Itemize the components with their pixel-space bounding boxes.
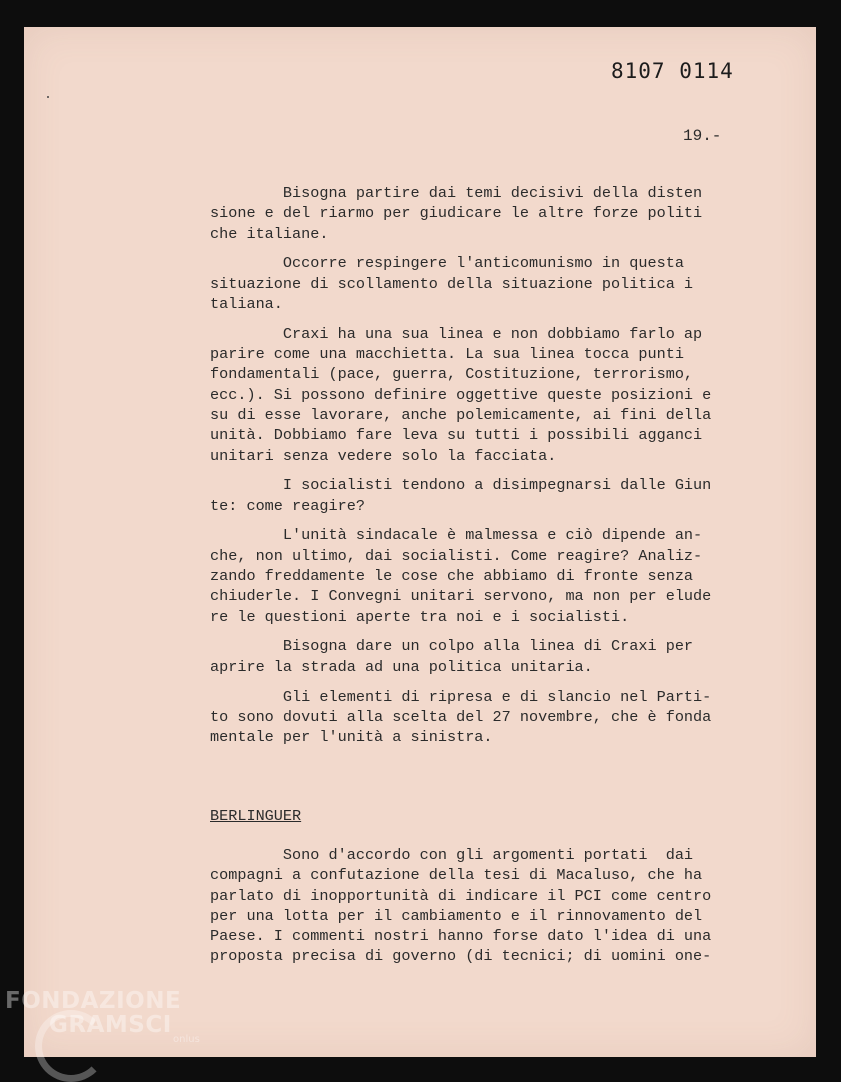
paragraph (210, 253, 755, 314)
text-line: L'unità sindacale è malmessa e ciò dipende an- (210, 526, 703, 545)
text-line: Sono d'accordo con gli argomenti portati dai (210, 846, 694, 864)
text-line: unitari senza vedere solo la facciata. (210, 446, 557, 465)
paper-speck (47, 96, 49, 98)
text-line: parlato di inopportunità di indicare il PCI come centro (210, 886, 712, 905)
text-line: te: come reagire? (210, 496, 365, 515)
text-line: per una lotta per il cambiamento e il rinnovamento del (210, 906, 703, 925)
watermark-line1: FONDAZIONE (5, 988, 182, 1014)
text-line: zando freddamente le cose che abbiamo di fronte senza (210, 567, 694, 586)
text-line: taliana. (210, 294, 283, 313)
text-line: che italiane. (210, 224, 329, 243)
text-line: chiuderle. I Convegni unitari servono, ma non per elude (210, 587, 712, 606)
body-text (210, 183, 755, 757)
watermark-line3: onlus (173, 1034, 200, 1045)
speaker-text (210, 845, 755, 967)
text-line: che, non ultimo, dai socialisti. Come reagire? Analiz- (210, 546, 703, 565)
text-line: re le questioni aperte tra noi e i socialisti. (210, 607, 630, 626)
text-line: I socialisti tendono a disimpegnarsi dalle Giun (210, 476, 712, 495)
text-line: Craxi ha una sua linea e non dobbiamo farlo ap (210, 324, 703, 343)
archive-number: 8107 0114 (611, 59, 734, 83)
text-line: Paese. I commenti nostri hanno forse dato l'idea di una (210, 927, 712, 946)
text-line: unità. Dobbiamo fare leva su tutti i possibili agganci (210, 426, 703, 445)
text-line: mentale per l'unità a sinistra. (210, 728, 493, 747)
text-line: Gli elementi di ripresa e di slancio nel Parti- (210, 687, 712, 706)
text-line: to sono dovuti alla scelta del 27 novembre, che è fonda (210, 707, 712, 726)
paragraph (210, 183, 755, 244)
text-line: situazione di scollamento della situazione politica i (210, 274, 694, 293)
text-line: ecc.). Si possono definire oggettive queste posizioni e (210, 385, 712, 404)
text-line: sione e del riarmo per giudicare le altre forze politi (210, 204, 703, 223)
text-line: Occorre respingere l'anticomunismo in questa (210, 254, 684, 273)
paragraph (210, 687, 755, 748)
paragraph (210, 636, 755, 677)
text-line: su di esse lavorare, anche polemicamente, ai fini della (210, 405, 712, 424)
text-line: Bisogna dare un colpo alla linea di Craxi per (210, 637, 694, 656)
watermark-line2: GRAMSCI (49, 1012, 172, 1038)
text-line: parire come una macchietta. La sua linea tocca punti (210, 345, 684, 364)
text-line: Bisogna partire dai temi decisivi della disten (210, 184, 703, 202)
text-line: proposta precisa di governo (di tecnici; di uomini one- (210, 947, 712, 966)
page-number: 19.- (683, 127, 722, 145)
text-line: fondamentali (pace, guerra, Costituzione, terrorismo, (210, 365, 694, 384)
speaker-heading: BERLINGUER (210, 807, 302, 825)
watermark-logo (5, 988, 200, 1045)
paragraph (210, 475, 755, 516)
paragraph (210, 324, 755, 466)
text-line: aprire la strada ad una politica unitaria. (210, 657, 593, 676)
watermark-g-icon (35, 1010, 107, 1082)
paragraph (210, 525, 755, 626)
text-line: compagni a confutazione della tesi di Macaluso, che ha (210, 866, 703, 885)
